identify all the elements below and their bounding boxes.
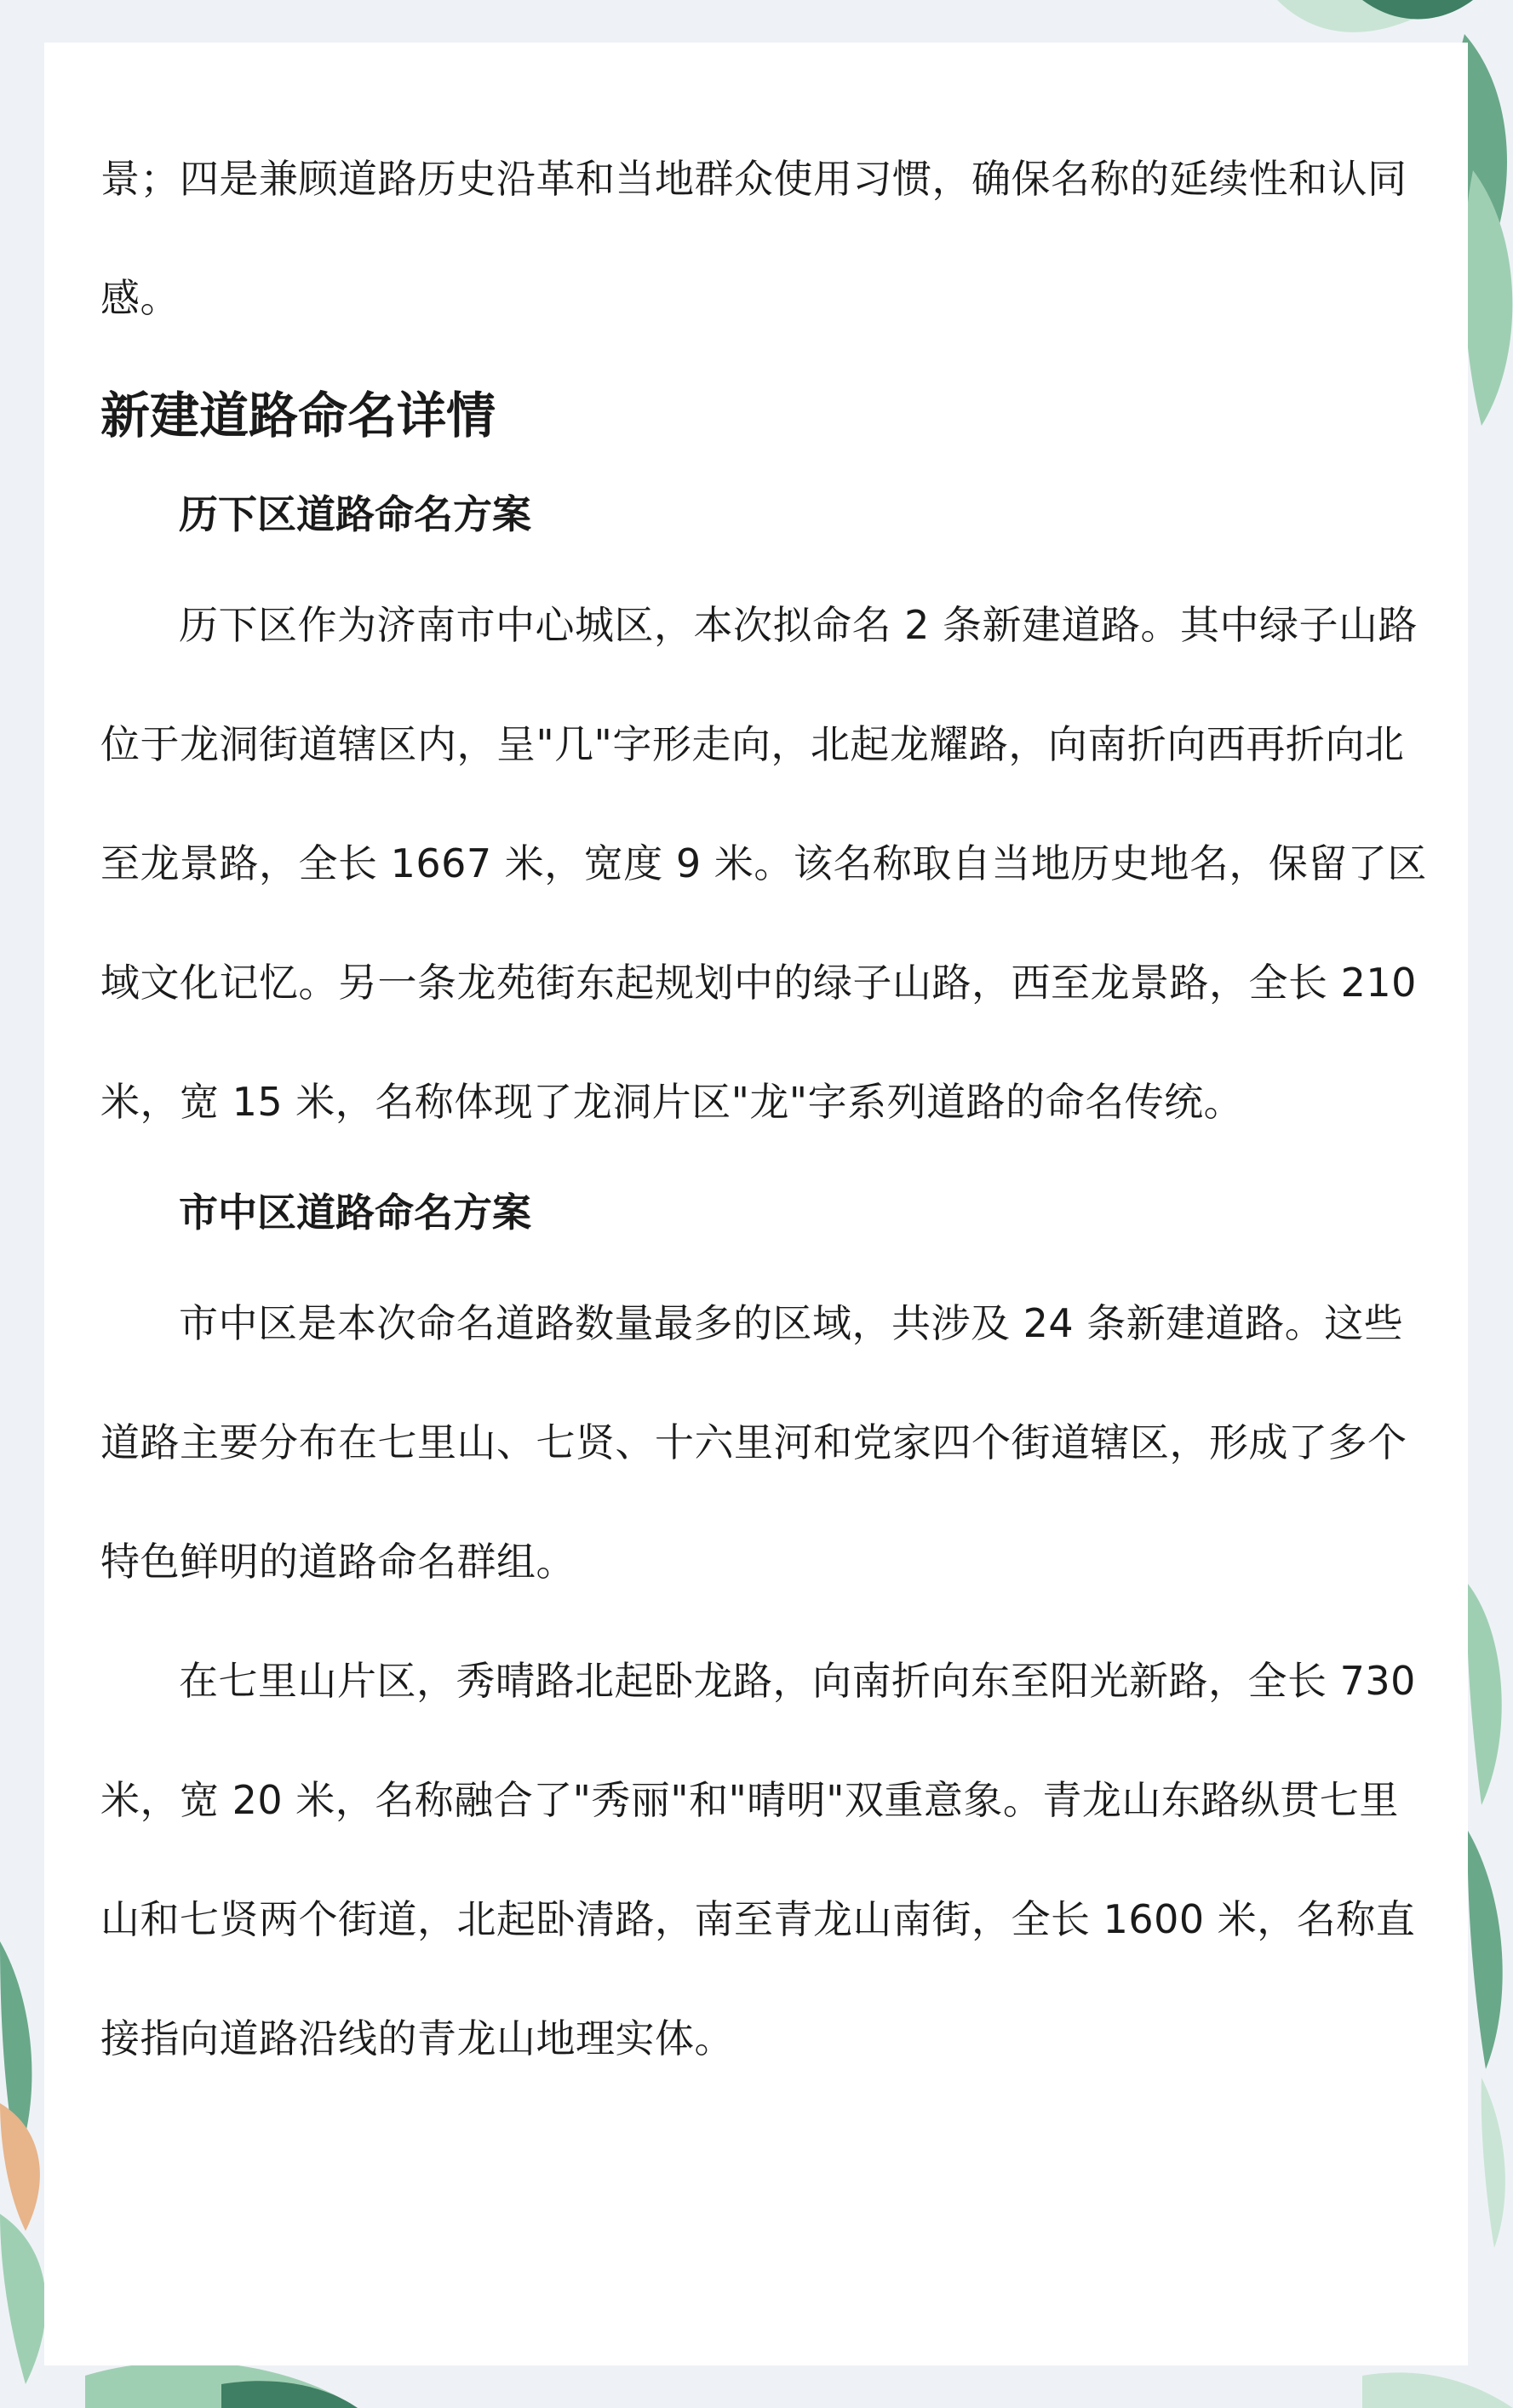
leaf-left-bottom [0,1941,46,2384]
lixia-heading: 历下区道路命名方案 [179,491,531,537]
leaf-right-middle [1467,1584,1505,2248]
article-content [100,119,1429,2098]
section-title: 新建道路命名详情 [100,387,496,444]
lixia-paragraph: 历下区作为济南市中心城区，本次拟命名 2 条新建道路。其中绿子山路位于龙洞街道辖区内，呈"几"字形走向，北起龙耀路，向南折向西再折向北至龙景路，全长 1667 米，宽度 9 米。该名称取自当地历史地名，保留了区域文化记忆。另一条龙苑街东起规划中的绿子山路，西至龙景路，全长 210 米，宽 15 米，名称体现了龙洞片区"龙"字系列道路的命名传统。 [100,602,1427,1125]
shizhong-heading: 市中区道路命名方案 [179,1190,531,1236]
leaf-bottom [85,2362,1513,2408]
shizhong-paragraph-1: 市中区是本次命名道路数量最多的区域，共涉及 24 条新建道路。这些道路主要分布在七里山、七贤、十六里河和党家四个街道辖区，形成了多个特色鲜明的道路命名群组。 [100,1300,1407,1585]
intro-continuation: 景；四是兼顾道路历史沿革和当地群众使用习惯，确保名称的延续性和认同感。 [100,156,1407,321]
shizhong-paragraph-2: 在七里山片区，秀晴路北起卧龙路，向南折向东至阳光新路，全长 730 米，宽 20 米，名称融合了"秀丽"和"晴明"双重意象。青龙山东路纵贯七里山和七贤两个街道，北起卧清路，南至青龙山南街，全长 1600 米，名称直接指向道路沿线的青龙山地理实体。 [100,1658,1416,2061]
